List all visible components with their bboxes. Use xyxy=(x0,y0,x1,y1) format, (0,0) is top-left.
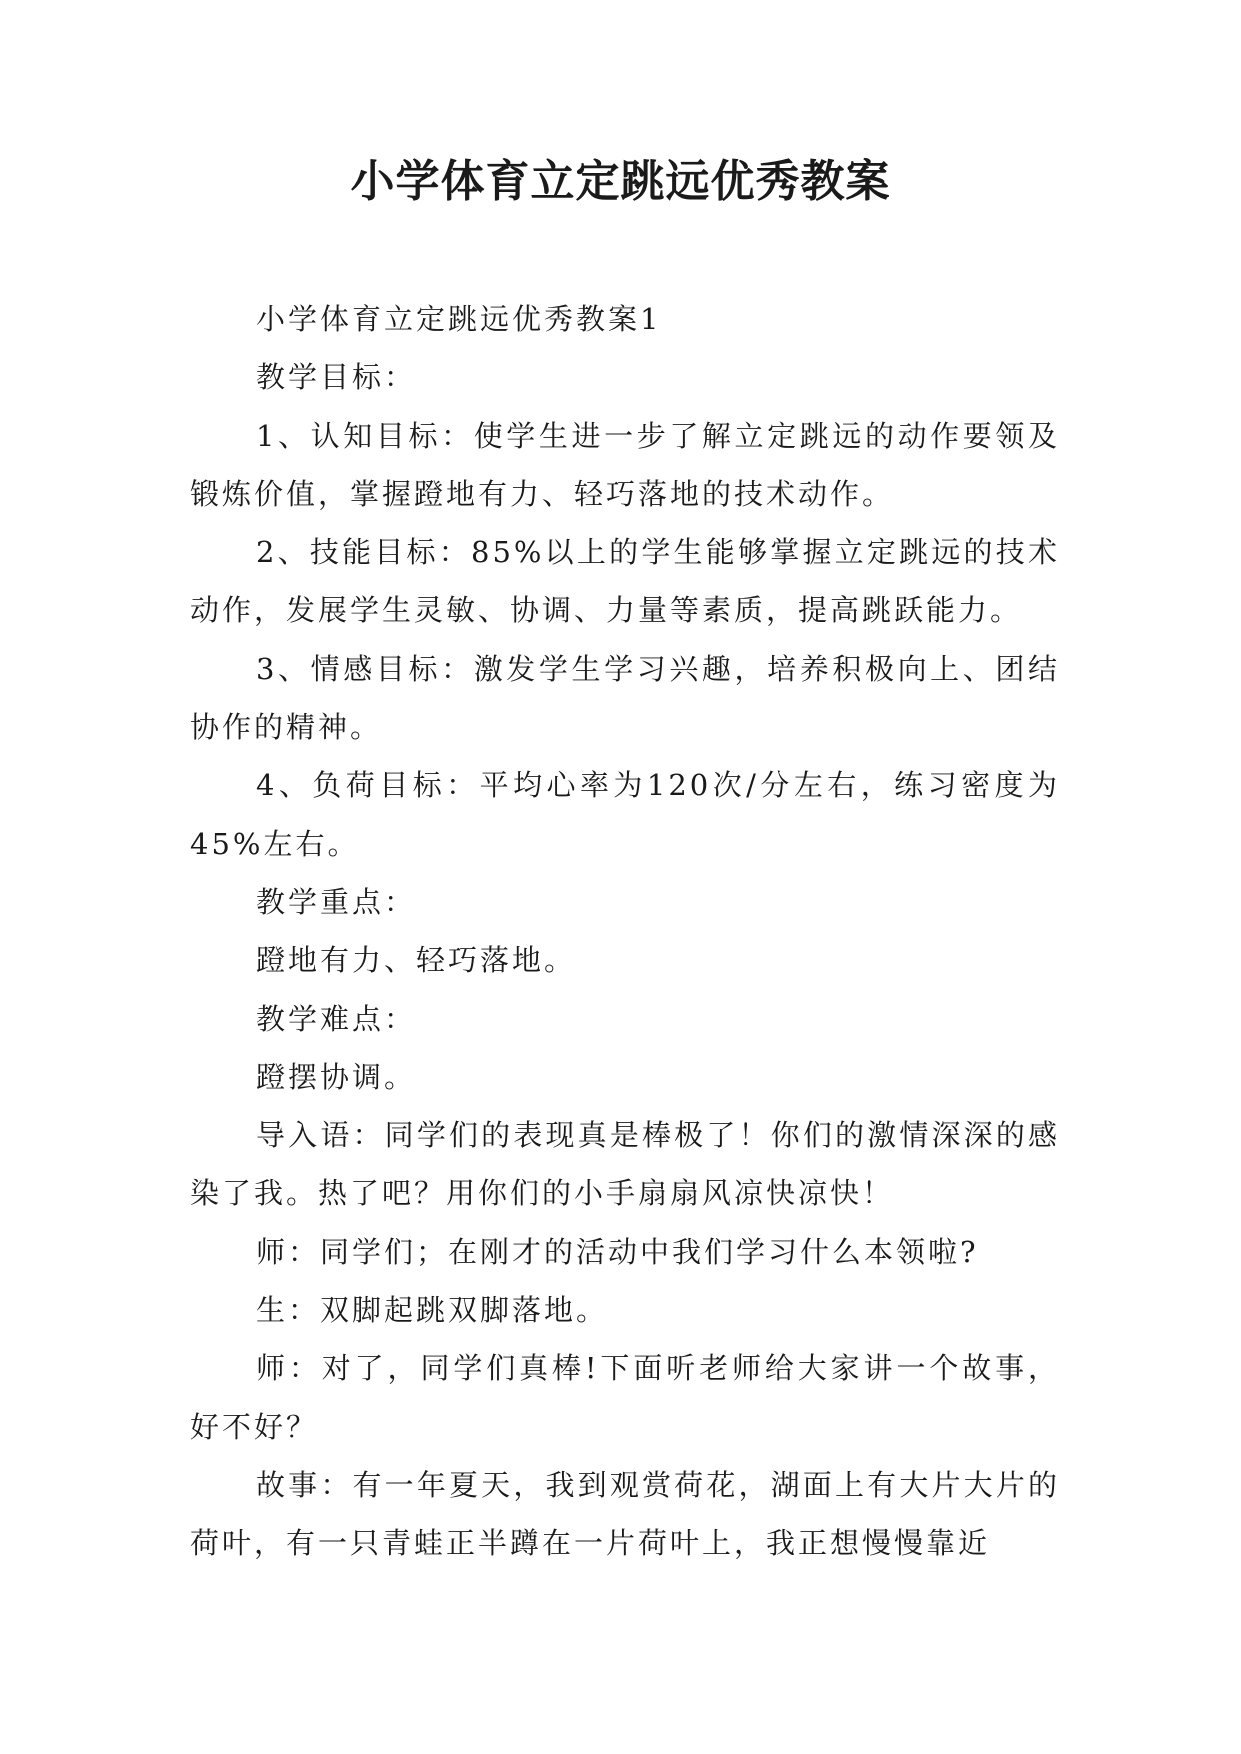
paragraph-skill-goal: 2、技能目标：85%以上的学生能够掌握立定跳远的技术动作，发展学生灵敏、协调、力量等素质，提高跳跃能力。 xyxy=(190,535,1060,628)
paragraph-teacher-story-offer: 师：对了，同学们真棒!下面听老师给大家讲一个故事，好不好？ xyxy=(190,1351,1060,1444)
paragraph-teacher-question: 师：同学们；在刚才的活动中我们学习什么本领啦? xyxy=(256,1234,979,1269)
document-body xyxy=(190,290,1060,1573)
paragraph-load-goal: 4、负荷目标：平均心率为120次/分左右，练习密度为45%左右。 xyxy=(190,768,1060,861)
paragraph-intro: 导入语：同学们的表现真是棒极了！你们的激情深深的感染了我。热了吧？用你们的小手扇扇风凉快凉快！ xyxy=(190,1118,1060,1211)
paragraph-key-points: 蹬地有力、轻巧落地。 xyxy=(256,943,577,978)
paragraph-difficulty: 蹬摆协调。 xyxy=(256,1059,417,1094)
paragraph-teaching-goals-label: 教学目标： xyxy=(256,360,417,395)
paragraph-key-points-label: 教学重点： xyxy=(256,884,417,919)
paragraph-story: 故事：有一年夏天，我到观赏荷花，湖面上有大片大片的荷叶，有一只青蛙正半蹲在一片荷叶上，我正想慢慢靠近 xyxy=(190,1467,1060,1561)
paragraph-heading-1: 小学体育立定跳远优秀教案1 xyxy=(256,302,662,336)
paragraph-difficulty-label: 教学难点： xyxy=(256,1001,417,1036)
paragraph-student-answer: 生：双脚起跳双脚落地。 xyxy=(256,1293,609,1328)
paragraph-emotional-goal: 3、情感目标：激发学生学习兴趣，培养积极向上、团结协作的精神。 xyxy=(190,651,1060,745)
document-title: 小学体育立定跳远优秀教案 xyxy=(350,156,891,207)
paragraph-cognitive-goal: 1、认知目标：使学生进一步了解立定跳远的动作要领及锻炼价值，掌握蹬地有力、轻巧落地的技术动作。 xyxy=(190,418,1060,511)
